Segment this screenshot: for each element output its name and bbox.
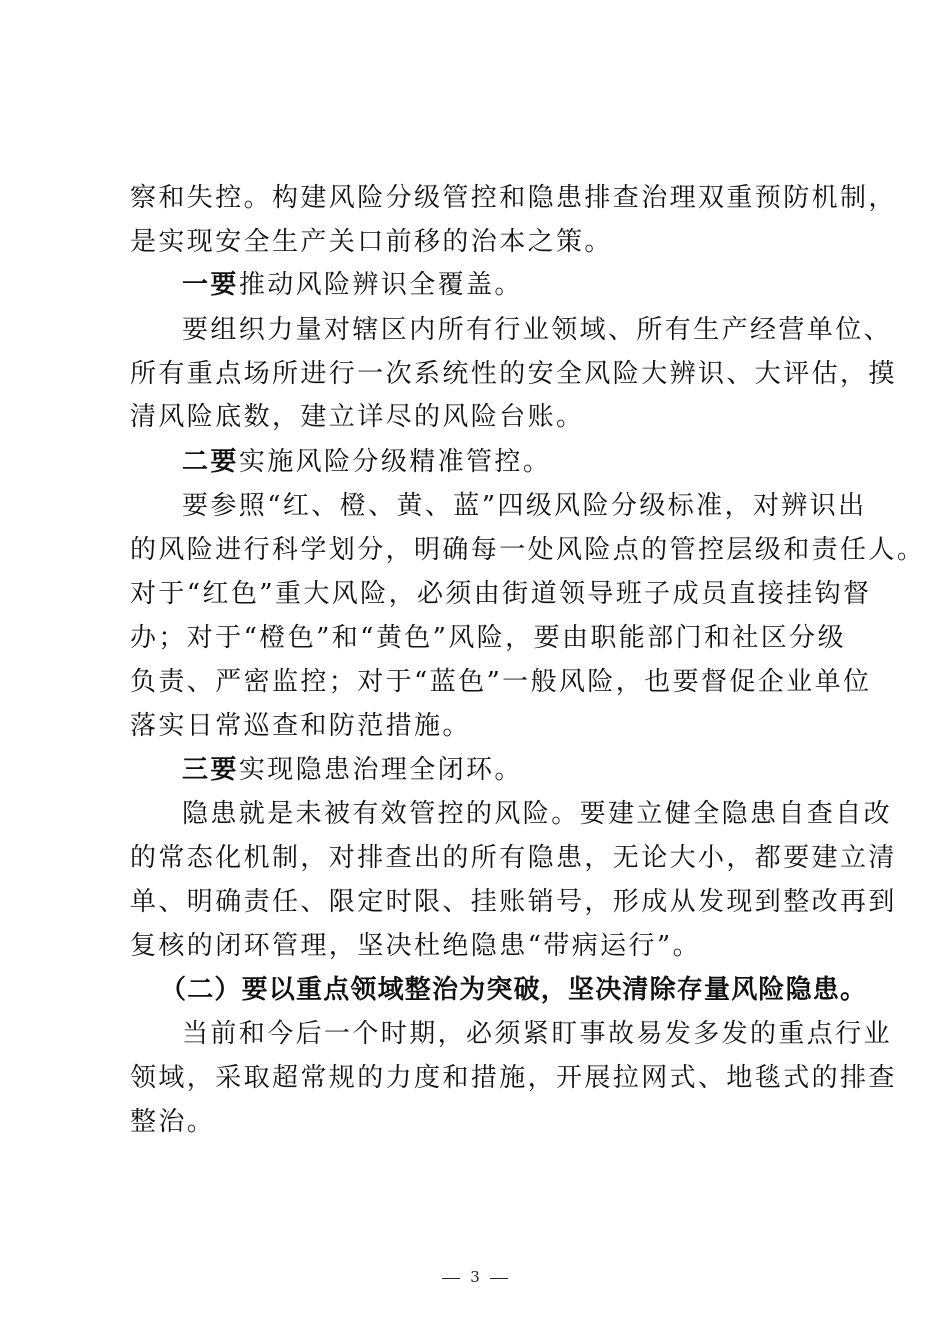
- page-footer: [0, 1265, 950, 1289]
- paragraph-line: 复核的闭环管理，坚决杜绝隐患“带病运行”。: [130, 931, 701, 961]
- paragraph-line: 所有重点场所进行一次系统性的安全风险大辨识、大评估，摸: [130, 359, 897, 389]
- paragraph-line: 清风险底数，建立详尽的风险台账。: [130, 402, 585, 432]
- paragraph-line: 的常态化机制，对排查出的所有隐患，无论大小，都要建立清: [130, 843, 897, 873]
- paragraph-line: 要参照“红、橙、黄、蓝”四级风险分级标准，对辨识出: [182, 491, 867, 521]
- list-item-3: [182, 748, 830, 792]
- page-number: 3: [470, 1268, 480, 1286]
- paragraph-line: 要组织力量对辖区内所有行业领域、所有生产经营单位、: [182, 315, 893, 345]
- paragraph-line: 察和失控。构建风险分级管控和隐患排查治理双重预防机制，: [130, 183, 897, 213]
- list-item-lead: 一要: [182, 270, 239, 300]
- paragraph-line: 对于“红色”重大风险，必须由街道领导班子成员直接挂钩督: [130, 579, 872, 609]
- footer-dash-right: [490, 1278, 508, 1279]
- paragraph-line: 的风险进行科学划分，明确每一处风险点的管控层级和责任人。: [130, 535, 926, 565]
- list-item-1: [182, 263, 830, 307]
- paragraph-line: 是实现安全生产关口前移的治本之策。: [130, 227, 613, 257]
- paragraph-line: 办；对于“橙色”和“黄色”风险，要由职能部门和社区分级: [130, 623, 846, 653]
- list-item-lead: 三要: [182, 755, 239, 785]
- list-item-text: 实施风险分级精准管控。: [238, 447, 552, 477]
- list-item-text: 推动风险辨识全覆盖。: [238, 270, 523, 300]
- section-heading: （二）要以重点领域整治为突破，坚决清除存量风险隐患。: [160, 975, 868, 1005]
- list-item-text: 实现隐患治理全闭环。: [238, 755, 523, 785]
- footer-dash-left: [442, 1278, 460, 1279]
- paragraph-line: 领域，采取超常规的力度和措施，开展拉网式、地毯式的排查: [130, 1063, 897, 1093]
- paragraph-line: 隐患就是未被有效管控的风险。要建立健全隐患自查自改: [182, 799, 893, 829]
- paragraph-line: 当前和今后一个时期，必须紧盯事故易发多发的重点行业: [182, 1019, 893, 1049]
- list-item-2: [182, 440, 830, 484]
- paragraph-line: 整治。: [130, 1107, 216, 1137]
- paragraph-line: 单、明确责任、限定时限、挂账销号，形成从发现到整改再到: [130, 887, 897, 917]
- paragraph-line: 负责、严密监控；对于“蓝色”一般风险，也要督促企业单位: [130, 667, 872, 697]
- list-item-lead: 二要: [182, 447, 239, 477]
- paragraph-line: 落实日常巡查和防范措施。: [130, 711, 471, 741]
